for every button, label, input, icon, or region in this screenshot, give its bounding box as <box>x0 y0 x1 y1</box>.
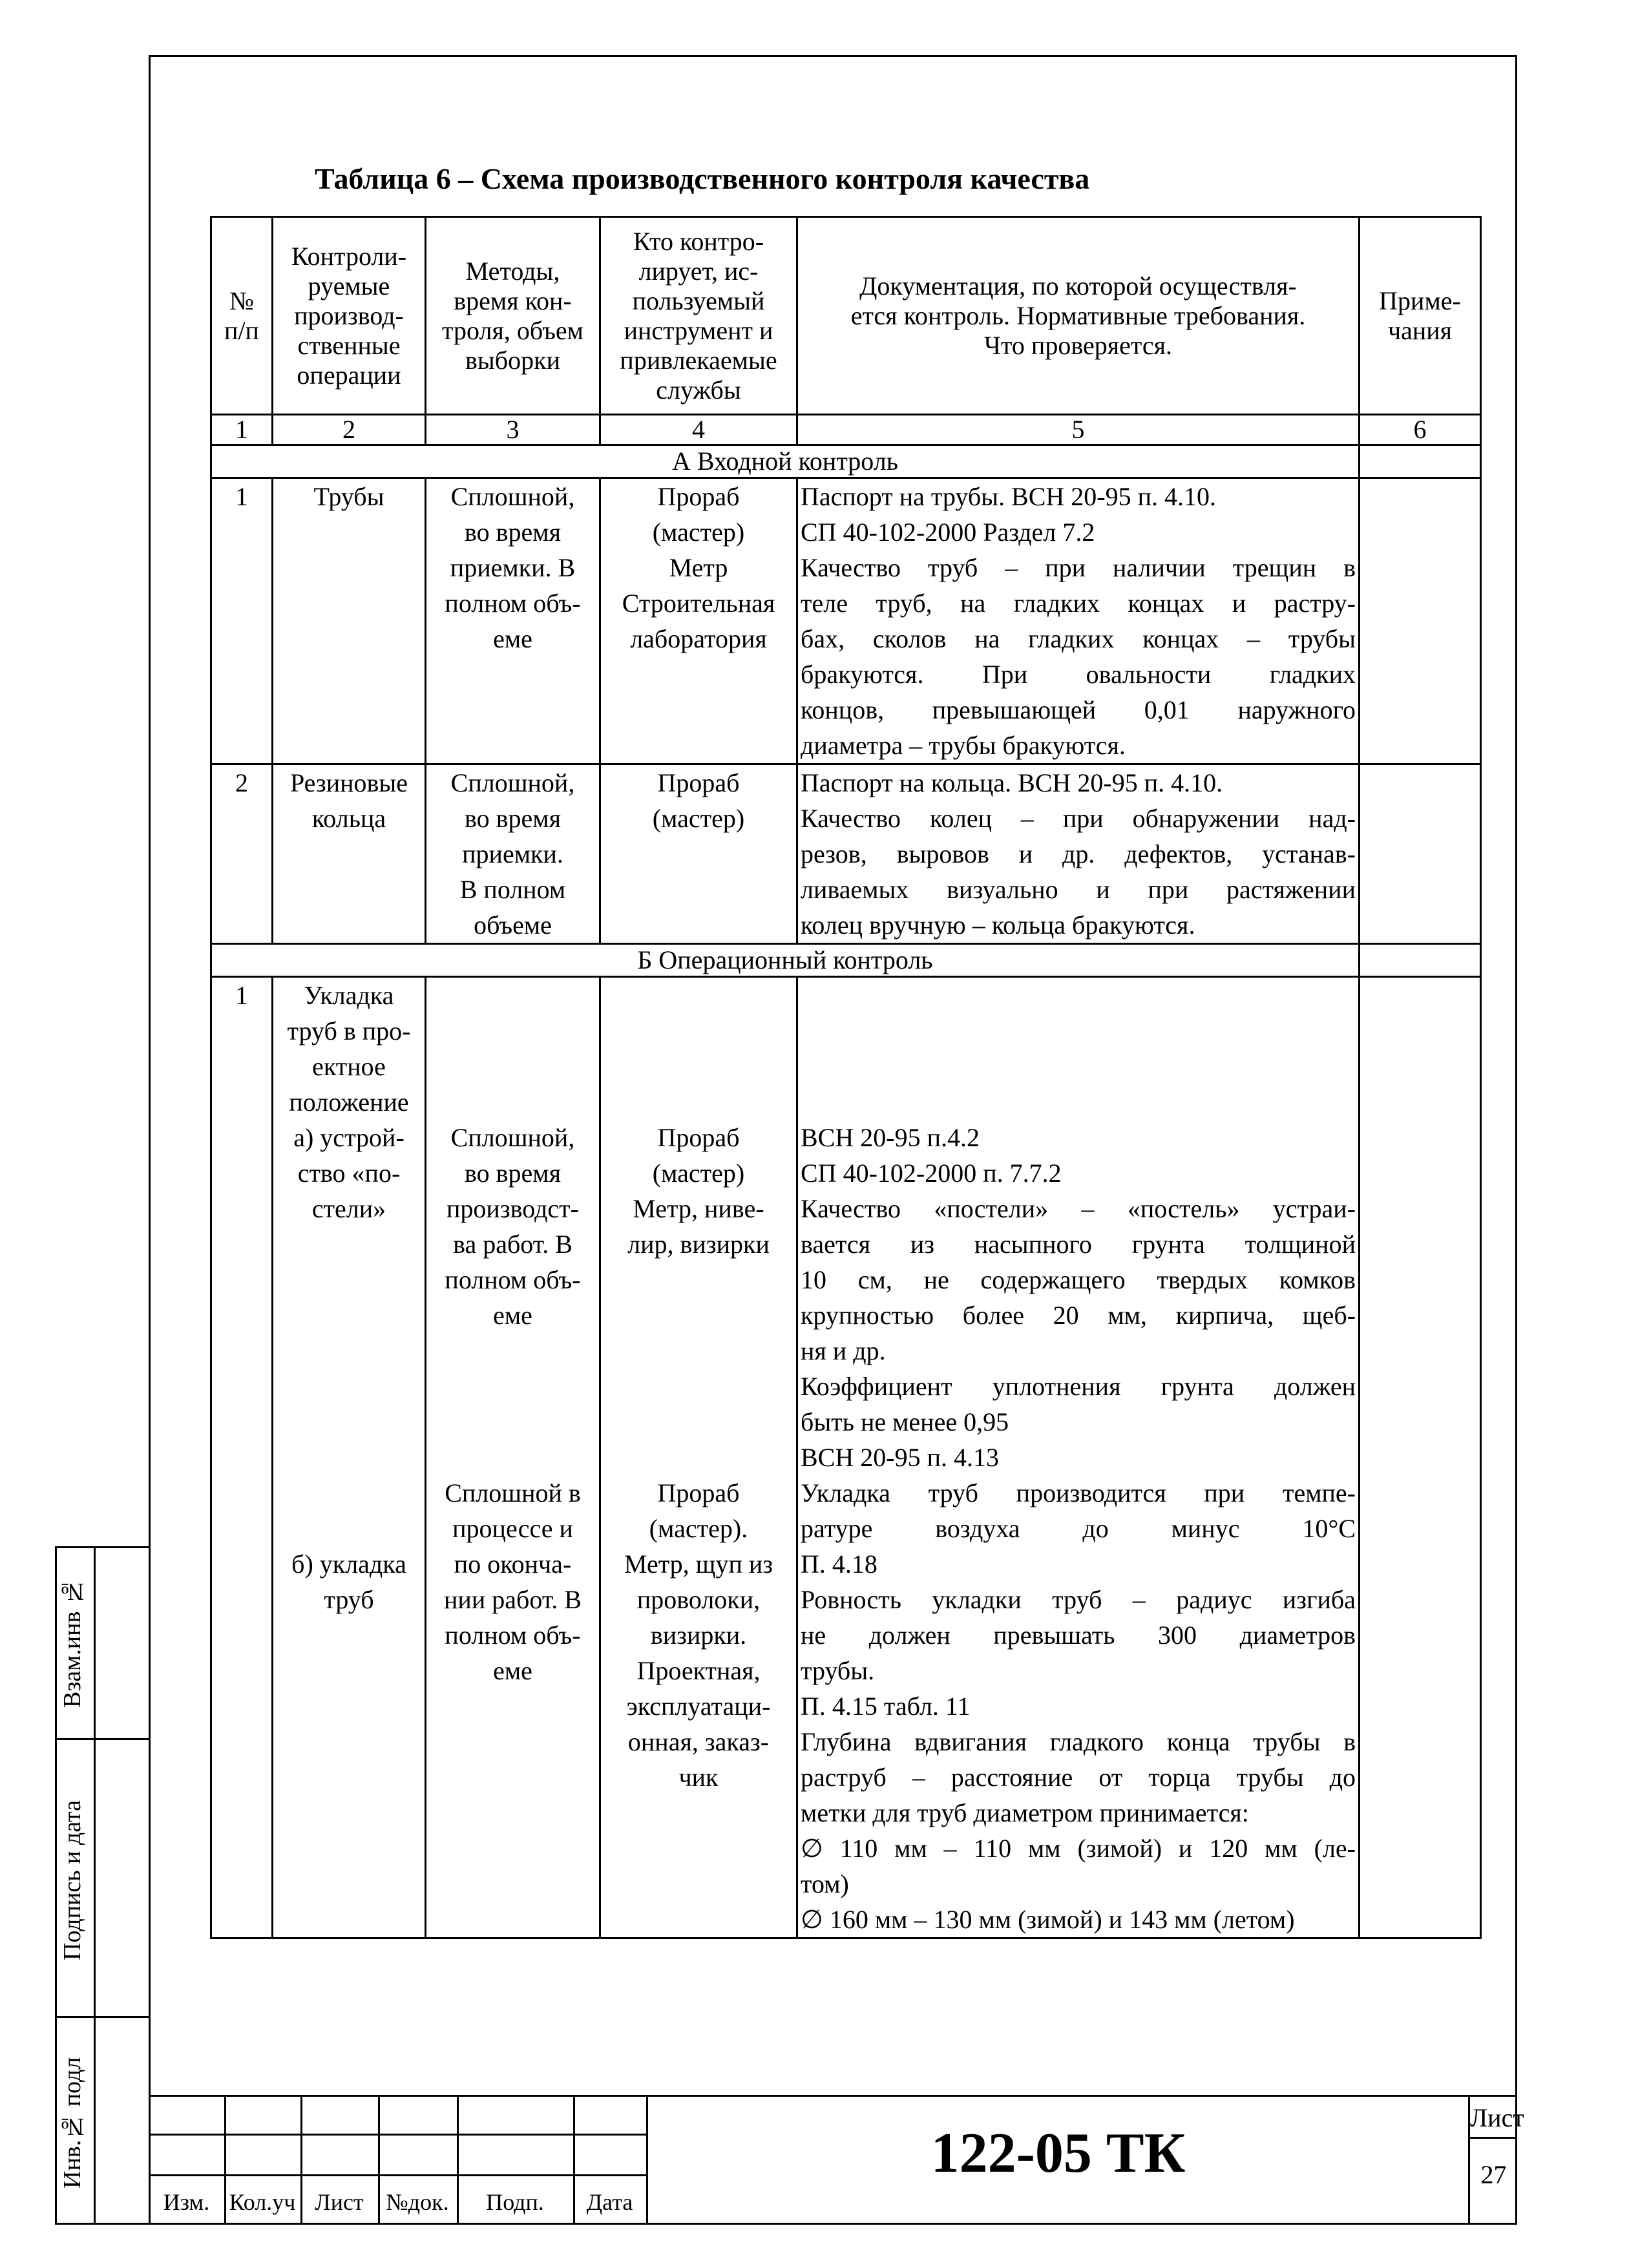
text-line: службы <box>656 375 741 404</box>
text-line: том) <box>801 1869 849 1898</box>
text-line: ня и др. <box>801 1336 886 1365</box>
text-line: во время <box>465 804 561 833</box>
text-line: колец вручную – кольца бракуются. <box>801 910 1195 940</box>
sheet-label: Лист <box>1470 2103 1524 2132</box>
text-line: лир, визирки <box>627 1230 770 1259</box>
text-line: выборки <box>465 345 560 375</box>
text-line: Сплошной в <box>445 1478 581 1507</box>
text-line: вается из насыпного грунта толщиной <box>801 1230 1356 1259</box>
row-num: 1 <box>211 478 273 764</box>
inventory-number-label: Инв.№ подл <box>59 2057 86 2189</box>
text-line: а) устрой- <box>293 1123 404 1152</box>
row-operation <box>273 478 426 764</box>
side-strip-divider <box>55 1738 151 1740</box>
col-number: 5 <box>797 415 1360 445</box>
text-line: 10 см, не содержащего твердых комков <box>801 1265 1356 1294</box>
text-line: инструмент и <box>624 315 773 345</box>
row-method <box>426 977 600 1938</box>
section-a-row <box>211 445 1481 478</box>
docs-a <box>801 1120 1356 1440</box>
text-line: Проектная, <box>636 1656 761 1685</box>
text-line: онная, заказ- <box>627 1727 770 1756</box>
text-line: труб в про- <box>287 1016 411 1045</box>
operation-a <box>276 1120 422 1226</box>
row-who <box>600 764 797 944</box>
text-line: Укладка труб производится при темпе- <box>801 1478 1356 1507</box>
text-line: концов, превышающей 0,01 наружного <box>801 695 1356 724</box>
text-line: Метр, щуп из <box>624 1549 773 1579</box>
header-methods <box>426 217 600 415</box>
replacement-inventory-label: Взам.инв № <box>59 1578 86 1708</box>
text-line: Сплошной, <box>450 482 575 511</box>
text-line: еме <box>493 624 532 653</box>
signature-date-label: Подпись и дата <box>59 1800 86 1961</box>
row-operation <box>273 764 426 944</box>
row-docs <box>797 478 1360 764</box>
text-line: чания <box>1387 315 1453 345</box>
text-line: Контроли- <box>291 241 407 271</box>
row-notes <box>1360 977 1481 1938</box>
text-line: Сплошной, <box>450 768 575 797</box>
header-operations <box>273 217 426 415</box>
row-method <box>426 764 600 944</box>
text-line: СП 40-102-2000 Раздел 7.2 <box>801 518 1095 547</box>
table-row <box>211 977 1481 1938</box>
text-line: объеме <box>474 910 552 940</box>
text-line: Глубина вдвигания гладкого конца трубы в <box>801 1727 1356 1756</box>
row-notes <box>1360 764 1481 944</box>
header-row <box>211 217 1481 415</box>
text-line: приемки. В <box>450 553 576 582</box>
text-line: Прораб <box>657 768 740 797</box>
text-line: ратуре воздуха до минус 10°С <box>801 1514 1356 1543</box>
text-line: производст- <box>446 1194 579 1223</box>
text-line: раструб – расстояние от торца трубы до <box>801 1763 1356 1792</box>
text-line: не должен превышать 300 диаметров <box>801 1621 1356 1650</box>
text-line: бракуются. При овальности гладких <box>801 660 1356 689</box>
text-line: время кон- <box>454 286 572 315</box>
text-line: лаборатория <box>630 624 767 653</box>
text-line: Качество «постели» – «постель» устраи- <box>801 1194 1356 1223</box>
text-line: ливаемых визуально и при растяжении <box>801 875 1356 904</box>
row-method <box>426 478 600 764</box>
text-line: Метр <box>669 553 728 582</box>
sheet-number: 27 <box>1480 2160 1507 2189</box>
text-line: кольца <box>311 804 386 833</box>
row-docs <box>797 977 1360 1938</box>
text-line: троля, объем <box>442 315 583 345</box>
text-line: Методы, <box>465 256 560 286</box>
text-line: ектное <box>312 1052 386 1081</box>
text-line: бах, сколов на гладких концах – трубы <box>801 624 1356 653</box>
text-line: пользуемый <box>632 286 765 315</box>
text-line: процессе и <box>452 1514 573 1543</box>
who-a <box>604 1120 793 1262</box>
text-line: (мастер) <box>652 804 745 833</box>
text-line: Документация, по которой осуществля- <box>859 271 1297 300</box>
text-line: руемые <box>308 271 390 300</box>
text-line: эксплуатаци- <box>626 1692 771 1721</box>
row-who <box>600 478 797 764</box>
text-line: чик <box>678 1763 719 1792</box>
text-line: визирки. <box>650 1621 747 1650</box>
text-line: п/п <box>224 315 259 345</box>
operation-head <box>276 978 422 1120</box>
text-line: еме <box>493 1656 532 1685</box>
stamp-block <box>149 2095 1524 2225</box>
text-line: Резиновые <box>289 768 408 797</box>
table-row <box>211 764 1481 944</box>
col-number: 3 <box>426 415 600 445</box>
section-a-notes <box>1360 445 1481 478</box>
text-line: № <box>229 286 255 315</box>
text-line: полном объ- <box>445 1621 581 1650</box>
text-line: Строительная <box>622 589 775 618</box>
section-b-notes <box>1360 944 1481 977</box>
stamp-label-kol: Кол.уч <box>229 2189 296 2215</box>
text-line: Ровность укладки труб – радиус изгиба <box>801 1585 1356 1614</box>
text-line: (мастер) <box>652 518 745 547</box>
row-num: 2 <box>211 764 273 944</box>
text-line: метки для труб диаметром принимается: <box>801 1798 1249 1827</box>
text-line: ∅ 110 мм – 110 мм (зимой) и 120 мм (ле- <box>801 1834 1356 1863</box>
table-row <box>211 478 1481 764</box>
text-line: Кто контро- <box>633 226 764 256</box>
text-line: труб <box>324 1585 374 1614</box>
row-notes <box>1360 478 1481 764</box>
text-line: ется контроль. Нормативные требования. <box>850 300 1306 330</box>
text-line: резов, выровов и др. дефектов, устанав- <box>801 839 1356 868</box>
section-b-title: Б Операционный контроль <box>211 944 1360 977</box>
text-line: Прораб <box>657 1478 740 1507</box>
stamp-label-doc: №док. <box>386 2189 449 2215</box>
text-line: П. 4.15 табл. 11 <box>801 1692 971 1721</box>
text-line: ство «по- <box>297 1159 401 1188</box>
row-num: 1 <box>211 977 273 1938</box>
who-b <box>604 1475 793 1795</box>
text-line: еме <box>493 1301 532 1330</box>
text-line: производ- <box>294 300 404 330</box>
text-line: во время <box>465 518 561 547</box>
text-line: лирует, ис- <box>638 256 759 286</box>
docs-b <box>801 1440 1356 1937</box>
stamp-label-podp: Подп. <box>486 2189 544 2215</box>
stamp-label-date: Дата <box>586 2189 633 2215</box>
text-line: быть не менее 0,95 <box>801 1407 1009 1436</box>
table-title: Таблица 6 – Схема производственного контроля качества <box>315 162 1090 195</box>
header-notes <box>1360 217 1481 415</box>
text-line: Качество труб – при наличии трещин в <box>801 553 1356 582</box>
header-who <box>600 217 797 415</box>
text-line: крупностью более 20 мм, кирпича, щеб- <box>801 1301 1356 1330</box>
text-line: трубы. <box>801 1656 875 1685</box>
text-line: ственные <box>297 330 401 360</box>
text-line: стели» <box>311 1194 386 1223</box>
text-line: б) укладка <box>291 1549 406 1579</box>
text-line: ВСН 20-95 п.4.2 <box>801 1123 980 1152</box>
side-strip-divider <box>94 1546 96 2225</box>
column-numbers-row <box>211 415 1481 445</box>
text-line: Коэффициент уплотнения грунта должен <box>801 1372 1356 1401</box>
row-who <box>600 977 797 1938</box>
quality-control-table <box>210 216 1482 1939</box>
text-line: операции <box>297 360 401 390</box>
section-b-row <box>211 944 1481 977</box>
text-line: по оконча- <box>454 1549 572 1579</box>
text-line: полном объ- <box>445 589 581 618</box>
text-line: проволоки, <box>636 1585 761 1614</box>
text-line: Прораб <box>657 1123 740 1152</box>
stamp-label-list: Лист <box>315 2189 364 2215</box>
text-line: П. 4.18 <box>801 1549 877 1579</box>
col-number: 6 <box>1360 415 1481 445</box>
text-line: приемки. <box>462 839 563 868</box>
header-docs <box>797 217 1360 415</box>
text-line: диаметра – трубы бракуются. <box>801 731 1126 760</box>
text-line: полном объ- <box>445 1265 581 1294</box>
text-line: Укладка <box>304 981 394 1010</box>
text-line: положение <box>289 1087 409 1117</box>
text-line: (мастер) <box>652 1159 745 1188</box>
side-strip-divider <box>55 2016 151 2018</box>
text-line: ∅ 160 мм – 130 мм (зимой) и 143 мм (летом) <box>801 1905 1295 1934</box>
text-line: ва работ. В <box>453 1230 572 1259</box>
text-line: Качество колец – при обнаружении над- <box>801 804 1356 833</box>
col-number: 1 <box>211 415 273 445</box>
text-line: В полном <box>459 875 566 904</box>
text-line: Прораб <box>657 482 740 511</box>
text-line: Трубы <box>313 482 384 511</box>
text-line: (мастер). <box>649 1514 748 1543</box>
col-number: 4 <box>600 415 797 445</box>
section-a-title: А Входной контроль <box>211 445 1360 478</box>
col-number: 2 <box>273 415 426 445</box>
text-line: нии работ. В <box>444 1585 582 1614</box>
text-line: ВСН 20-95 п. 4.13 <box>801 1443 999 1472</box>
text-line: теле труб, на гладких концах и растру- <box>801 589 1356 618</box>
row-operation <box>273 977 426 1938</box>
operation-b <box>276 1546 422 1617</box>
text-line: Сплошной, <box>450 1123 575 1152</box>
stamp-label-izm: Изм. <box>163 2189 210 2215</box>
document-code: 122-05 ТК <box>930 2122 1186 2185</box>
text-line: Метр, нивe- <box>633 1194 764 1223</box>
text-line: СП 40-102-2000 п. 7.7.2 <box>801 1159 1062 1188</box>
text-line: привлекаемые <box>620 345 777 375</box>
header-num <box>211 217 273 415</box>
text-line: во время <box>465 1159 561 1188</box>
method-a <box>429 1120 596 1333</box>
text-line: Паспорт на трубы. ВСН 20-95 п. 4.10. <box>801 482 1217 511</box>
text-line: Приме- <box>1379 286 1461 315</box>
text-line: Что проверяется. <box>983 330 1173 360</box>
method-b <box>429 1475 596 1688</box>
row-docs <box>797 764 1360 944</box>
text-line: Паспорт на кольца. ВСН 20-95 п. 4.10. <box>801 768 1223 797</box>
